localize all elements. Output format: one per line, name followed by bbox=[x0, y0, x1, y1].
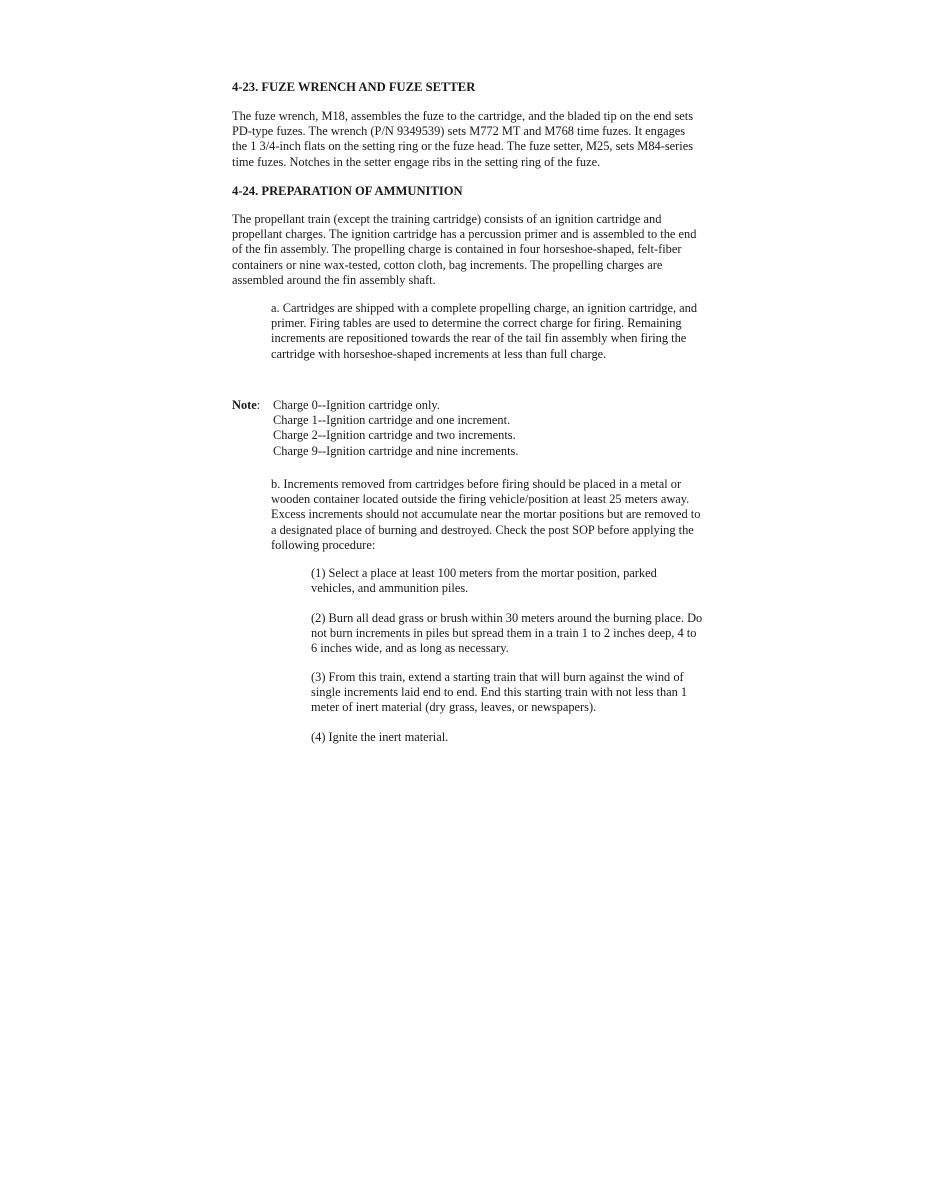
section-heading-fuze-wrench: 4-23. FUZE WRENCH AND FUZE SETTER bbox=[232, 80, 476, 94]
note-label bbox=[232, 398, 260, 413]
procedure-step-1: (1) Select a place at least 100 meters from the mortar position, parked vehicles, and ammunition piles. bbox=[311, 566, 657, 596]
note-list bbox=[273, 398, 673, 459]
note-line-charge-1: Charge 1--Ignition cartridge and one increment. bbox=[273, 413, 511, 428]
note-line-charge-2: Charge 2--Ignition cartridge and two increments. bbox=[273, 428, 516, 443]
paragraph-item-b: b. Increments removed from cartridges before firing should be placed in a metal or wooden container located outside the firing vehicle/position at least 25 meters away. Excess increments should not accumulate near the mortar positions but are removed to a designated place of burning and destroyed. Check the post SOP before applying the following procedure: bbox=[271, 477, 701, 552]
note-line-charge-0: Charge 0--Ignition cartridge only. bbox=[273, 398, 440, 412]
procedure-step-2: (2) Burn all dead grass or brush within 30 meters around the burning place. Do not burn increments in piles but spread them in a train 1 to 2 inches deep, 4 to 6 inches wide, and as long as necessary. bbox=[311, 611, 703, 656]
paragraph-propellant-train: The propellant train (except the training cartridge) consists of an ignition cartridge and propellant charges. The ignition cartridge has a percussion primer and is assembled to the end of the fin assembly. The propelling charge is contained in four horseshoe-shaped, felt-fiber containers or nine wax-tested, cotton cloth, bag increments. The propelling charges are assembled around the fin assembly shaft. bbox=[232, 212, 697, 287]
procedure-step-4: (4) Ignite the inert material. bbox=[311, 730, 449, 744]
section-heading-preparation: 4-24. PREPARATION OF AMMUNITION bbox=[232, 184, 463, 198]
paragraph-item-a: a. Cartridges are shipped with a complete propelling charge, an ignition cartridge, and primer. Firing tables are used to determine the correct charge for firing. Remaining increments are repositioned towards the rear of the tail fin assembly when firing the cartridge with horseshoe-shaped increments at less than full charge. bbox=[271, 301, 698, 361]
paragraph-fuze-wrench: The fuze wrench, M18, assembles the fuze to the cartridge, and the bladed tip on the end sets PD-type fuzes. The wrench (P/N 9349539) sets M772 MT and M768 time fuzes. It engages the 1 3/4-inch flats on the setting ring or the fuze head. The fuze setter, M25, sets M84-series time fuzes. Notches in the setter engage ribs in the setting ring of the fuze. bbox=[232, 109, 694, 169]
note-line-charge-9: Charge 9--Ignition cartridge and nine increments. bbox=[273, 443, 519, 458]
note-label-colon: : bbox=[256, 398, 261, 412]
procedure-step-3: (3) From this train, extend a starting train that will burn against the wind of single increments laid end to end. End this starting train with not less than 1 meter of inert material (dry grass, leaves, or newspapers). bbox=[311, 670, 688, 715]
note-label-text: Note bbox=[232, 398, 257, 412]
